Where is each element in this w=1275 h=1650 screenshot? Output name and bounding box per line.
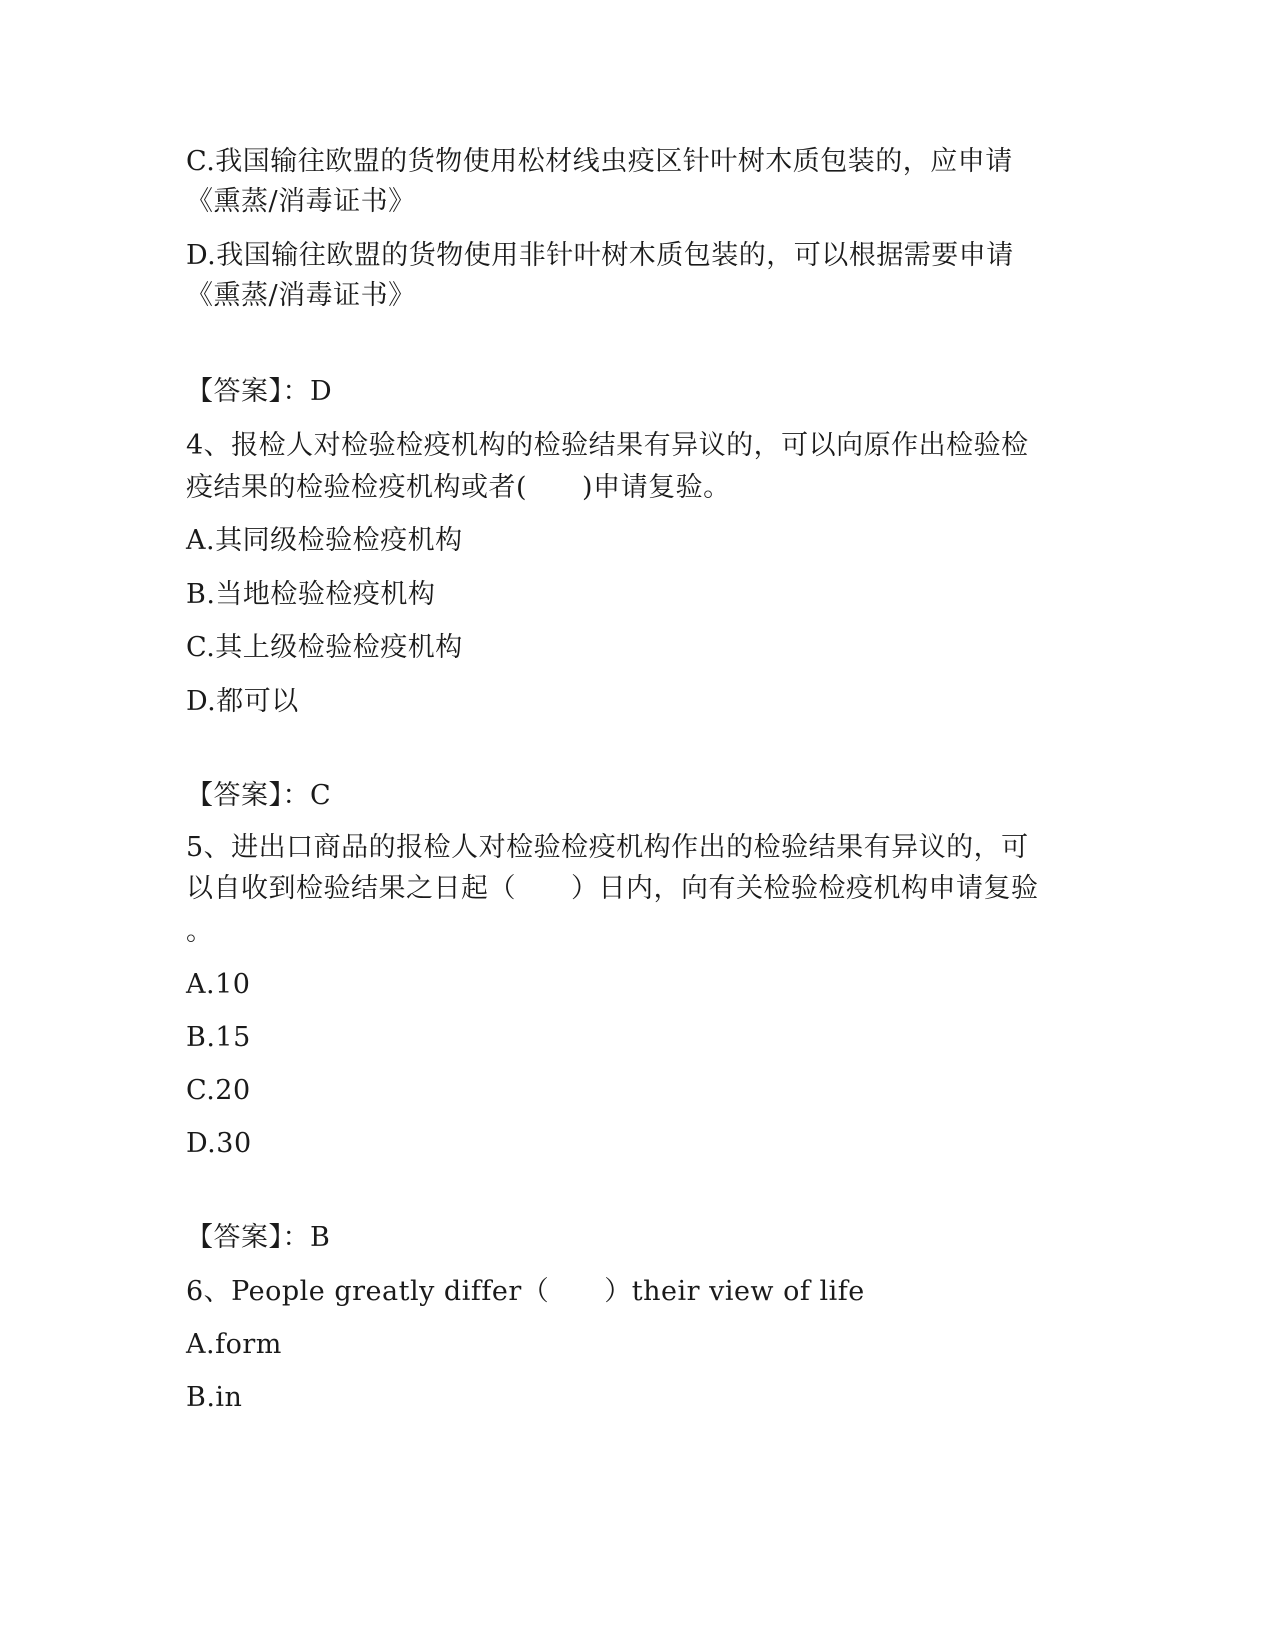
q6-option-b: B.in <box>186 1382 243 1413</box>
q4-option-d: D.都可以 <box>186 686 299 717</box>
q5-option-d: D.30 <box>186 1128 252 1159</box>
q5-stem-line-1: 5、进出口商品的报检人对检验检疫机构作出的检验结果有异议的，可 <box>186 832 1029 863</box>
q4-stem-line-2: 疫结果的检验检疫机构或者( )申请复验。 <box>186 472 731 503</box>
q4-option-a: A.其同级检验检疫机构 <box>186 525 463 556</box>
q6-stem: 6、People greatly differ（ ）their view of life <box>186 1276 865 1307</box>
q4-option-c: C.其上级检验检疫机构 <box>186 632 463 663</box>
answer-prev: 【答案】：D <box>186 376 333 407</box>
option-d-line-1: D.我国输往欧盟的货物使用非针叶树木质包装的，可以根据需要申请 <box>186 240 1014 271</box>
answer-q4: 【答案】：C <box>186 780 332 811</box>
q5-stem-line-3: 。 <box>186 916 214 947</box>
option-c-line-1: C.我国输往欧盟的货物使用松材线虫疫区针叶树木质包装的，应申请 <box>186 146 1013 177</box>
option-c-line-2: 《熏蒸/消毒证书》 <box>186 186 416 217</box>
q5-option-a: A.10 <box>186 969 251 1000</box>
q4-stem-line-1: 4、报检人对检验检疫机构的检验结果有异议的，可以向原作出检验检 <box>186 430 1029 461</box>
answer-q5: 【答案】：B <box>186 1222 331 1253</box>
option-d-line-2: 《熏蒸/消毒证书》 <box>186 280 416 311</box>
q4-option-b: B.当地检验检疫机构 <box>186 579 436 610</box>
q5-stem-line-2: 以自收到检验结果之日起（ ）日内，向有关检验检疫机构申请复验 <box>186 873 1039 904</box>
q5-option-b: B.15 <box>186 1022 251 1053</box>
q6-option-a: A.form <box>186 1329 282 1360</box>
q5-option-c: C.20 <box>186 1075 251 1106</box>
